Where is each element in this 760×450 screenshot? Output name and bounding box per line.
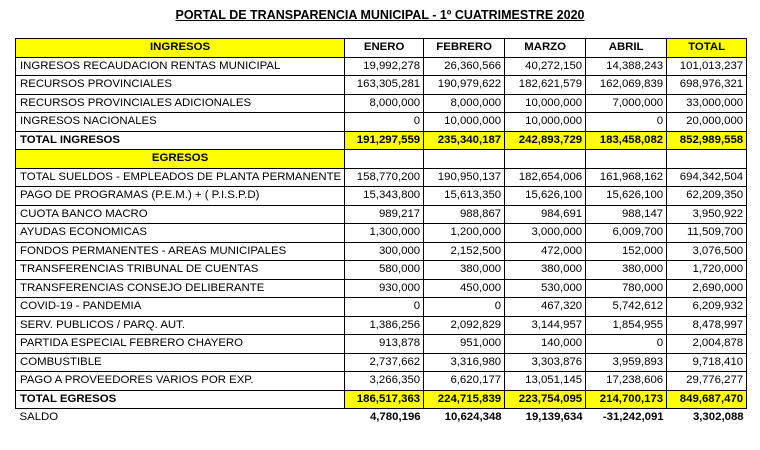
value-cell: 1,200,000 <box>424 224 505 243</box>
page-title <box>0 8 760 22</box>
value-cell: 183,458,082 <box>586 131 667 150</box>
table-row <box>16 168 747 187</box>
row-label: FONDOS PERMANENTES - AREAS MUNICIPALES <box>16 242 345 261</box>
value-cell: 158,770,200 <box>345 168 424 187</box>
table-row <box>16 205 747 224</box>
ingresos-header: INGRESOS <box>16 39 345 58</box>
saldo-label: SALDO <box>19 411 59 424</box>
value-cell: 930,000 <box>345 279 424 298</box>
total-egresos-row <box>16 390 747 409</box>
value-cell: 6,009,700 <box>586 224 667 243</box>
row-label: PARTIDA ESPECIAL FEBRERO CHAYERO <box>16 335 345 354</box>
value-cell: 988,867 <box>424 205 505 224</box>
value-cell: 0 <box>586 335 667 354</box>
row-label: RECURSOS PROVINCIALES <box>16 76 345 95</box>
value-cell: 3,144,957 <box>505 316 586 335</box>
value-cell: 182,654,006 <box>505 168 586 187</box>
value-cell: 1,386,256 <box>345 316 424 335</box>
table-row <box>16 372 747 391</box>
empty-cell <box>667 150 747 169</box>
row-label: PAGO A PROVEEDORES VARIOS POR EXP. <box>16 372 345 391</box>
row-label: COMBUSTIBLE <box>16 353 345 372</box>
value-cell: 3,950,922 <box>667 205 747 224</box>
value-cell: 1,854,955 <box>586 316 667 335</box>
value-cell: 780,000 <box>586 279 667 298</box>
value-cell: 140,000 <box>505 335 586 354</box>
value-cell: 380,000 <box>586 261 667 280</box>
row-label: CUOTA BANCO MACRO <box>16 205 345 224</box>
value-cell: 11,509,700 <box>667 224 747 243</box>
empty-cell <box>586 150 667 169</box>
value-cell: 8,000,000 <box>345 94 424 113</box>
saldo-value: -31,242,091 <box>602 411 664 424</box>
value-cell: 0 <box>345 113 424 132</box>
saldo-row <box>16 409 747 427</box>
value-cell: 20,000,000 <box>667 113 747 132</box>
value-cell: 17,238,606 <box>586 372 667 391</box>
saldo-value: 19,139,634 <box>525 411 583 424</box>
value-cell: 15,626,100 <box>586 187 667 206</box>
value-cell: 161,968,162 <box>586 168 667 187</box>
row-label: AYUDAS ECONOMICAS <box>16 224 345 243</box>
value-cell: 40,272,150 <box>505 57 586 76</box>
page-title-text: PORTAL DE TRANSPARENCIA MUNICIPAL - 1º CUATRIMESTRE 2020 <box>175 8 585 22</box>
value-cell: 450,000 <box>424 279 505 298</box>
value-cell: 0 <box>586 113 667 132</box>
value-cell: 10,000,000 <box>505 113 586 132</box>
value-cell: 849,687,470 <box>667 390 747 409</box>
value-cell: 182,621,579 <box>505 76 586 95</box>
value-cell: 6,209,932 <box>667 298 747 317</box>
value-cell: 0 <box>424 298 505 317</box>
value-cell: 224,715,839 <box>424 390 505 409</box>
row-label: TRANSFERENCIAS CONSEJO DELIBERANTE <box>16 279 345 298</box>
value-cell: 951,000 <box>424 335 505 354</box>
row-label: PAGO DE PROGRAMAS (P.E.M.) + ( P.I.S.P.D) <box>16 187 345 206</box>
value-cell: 13,051,145 <box>505 372 586 391</box>
value-cell: 1,300,000 <box>345 224 424 243</box>
value-cell: 2,004,878 <box>667 335 747 354</box>
value-cell: 5,742,612 <box>586 298 667 317</box>
value-cell: 242,893,729 <box>505 131 586 150</box>
value-cell: 852,989,558 <box>667 131 747 150</box>
value-cell: 62,209,350 <box>667 187 747 206</box>
value-cell: 694,342,504 <box>667 168 747 187</box>
value-cell: 152,000 <box>586 242 667 261</box>
row-label: TRANSFERENCIAS TRIBUNAL DE CUENTAS <box>16 261 345 280</box>
table-row <box>16 187 747 206</box>
value-cell: 163,305,281 <box>345 76 424 95</box>
table-row <box>16 279 747 298</box>
table-row <box>16 113 747 132</box>
value-cell: 186,517,363 <box>345 390 424 409</box>
value-cell: 380,000 <box>424 261 505 280</box>
ingresos-header-row <box>16 39 747 58</box>
value-cell: 7,000,000 <box>586 94 667 113</box>
row-label: INGRESOS RECAUDACION RENTAS MUNICIPAL <box>16 57 345 76</box>
value-cell: 530,000 <box>505 279 586 298</box>
value-cell: 1,720,000 <box>667 261 747 280</box>
saldo-value: 4,780,196 <box>369 411 421 424</box>
value-cell: 162,069,839 <box>586 76 667 95</box>
value-cell: 3,076,500 <box>667 242 747 261</box>
value-cell: 8,000,000 <box>424 94 505 113</box>
value-cell: 3,266,350 <box>345 372 424 391</box>
empty-cell <box>424 150 505 169</box>
value-cell: 300,000 <box>345 242 424 261</box>
table-row <box>16 224 747 243</box>
column-header: ABRIL <box>586 39 667 58</box>
value-cell: 3,959,893 <box>586 353 667 372</box>
value-cell: 15,613,350 <box>424 187 505 206</box>
table-row <box>16 94 747 113</box>
value-cell: 190,950,137 <box>424 168 505 187</box>
row-label: INGRESOS NACIONALES <box>16 113 345 132</box>
value-cell: 235,340,187 <box>424 131 505 150</box>
value-cell: 2,092,829 <box>424 316 505 335</box>
value-cell: 984,691 <box>505 205 586 224</box>
row-label: RECURSOS PROVINCIALES ADICIONALES <box>16 94 345 113</box>
column-header: MARZO <box>505 39 586 58</box>
value-cell: 6,620,177 <box>424 372 505 391</box>
value-cell: 101,013,237 <box>667 57 747 76</box>
egresos-header-row <box>16 150 747 169</box>
value-cell: 8,478,997 <box>667 316 747 335</box>
value-cell: 698,976,321 <box>667 76 747 95</box>
value-cell: 0 <box>345 298 424 317</box>
value-cell: 14,388,243 <box>586 57 667 76</box>
column-header: TOTAL <box>667 39 747 58</box>
row-label: TOTAL EGRESOS <box>16 390 345 409</box>
value-cell: 10,000,000 <box>424 113 505 132</box>
saldo-value: 10,624,348 <box>444 411 502 424</box>
row-label: COVID-19 - PANDEMIA <box>16 298 345 317</box>
value-cell: 380,000 <box>505 261 586 280</box>
value-cell: 29,776,277 <box>667 372 747 391</box>
value-cell: 467,320 <box>505 298 586 317</box>
value-cell: 3,000,000 <box>505 224 586 243</box>
value-cell: 214,700,173 <box>586 390 667 409</box>
value-cell: 989,217 <box>345 205 424 224</box>
value-cell: 913,878 <box>345 335 424 354</box>
value-cell: 988,147 <box>586 205 667 224</box>
transparency-table <box>15 38 747 427</box>
value-cell: 26,360,566 <box>424 57 505 76</box>
value-cell: 15,343,800 <box>345 187 424 206</box>
table-row <box>16 57 747 76</box>
value-cell: 10,000,000 <box>505 94 586 113</box>
value-cell: 2,737,662 <box>345 353 424 372</box>
row-label: SERV. PUBLICOS / PARQ. AUT. <box>16 316 345 335</box>
table-row <box>16 335 747 354</box>
table-row <box>16 261 747 280</box>
egresos-header: EGRESOS <box>16 150 345 169</box>
value-cell: 2,690,000 <box>667 279 747 298</box>
value-cell: 190,979,622 <box>424 76 505 95</box>
column-header: ENERO <box>345 39 424 58</box>
value-cell: 3,316,980 <box>424 353 505 372</box>
table-row <box>16 298 747 317</box>
column-header: FEBRERO <box>424 39 505 58</box>
value-cell: 580,000 <box>345 261 424 280</box>
table-row <box>16 242 747 261</box>
value-cell: 33,000,000 <box>667 94 747 113</box>
table-row <box>16 76 747 95</box>
row-label: TOTAL SUELDOS - EMPLEADOS DE PLANTA PERMANENTE <box>16 168 345 187</box>
value-cell: 223,754,095 <box>505 390 586 409</box>
value-cell: 9,718,410 <box>667 353 747 372</box>
table-row <box>16 353 747 372</box>
empty-cell <box>345 150 424 169</box>
table-row <box>16 316 747 335</box>
saldo-value: 3,302,088 <box>692 411 744 424</box>
value-cell: 15,626,100 <box>505 187 586 206</box>
total-ingresos-row <box>16 131 747 150</box>
value-cell: 2,152,500 <box>424 242 505 261</box>
empty-cell <box>505 150 586 169</box>
table-body <box>16 39 747 427</box>
value-cell: 3,303,876 <box>505 353 586 372</box>
value-cell: 191,297,559 <box>345 131 424 150</box>
row-label: TOTAL INGRESOS <box>16 131 345 150</box>
value-cell: 472,000 <box>505 242 586 261</box>
value-cell: 19,992,278 <box>345 57 424 76</box>
